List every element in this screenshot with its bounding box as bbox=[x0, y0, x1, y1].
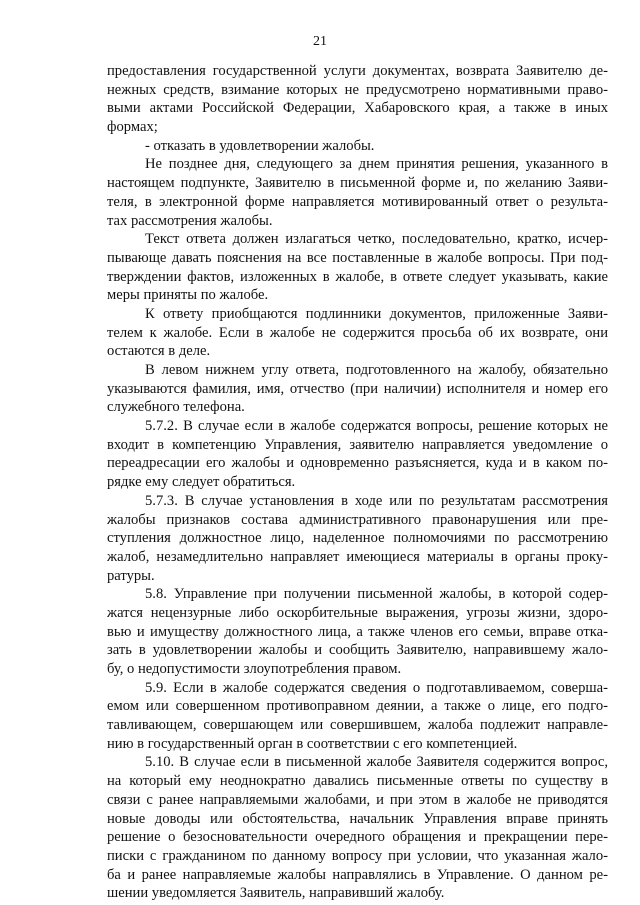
text-line: ступления должностное лицо, наделенное полномочиями по рассмотрению bbox=[107, 530, 608, 547]
text-line: 5.7.3. В случае установления в ходе или по результатам рассмотрения bbox=[145, 492, 608, 509]
text-line: телем к жалобе. Если в жалобе не содержится просьба об их возврате, они bbox=[107, 324, 608, 341]
text-line: емом или совершенном противоправном деянии, а также о лице, его подго- bbox=[107, 698, 608, 715]
text-line: настоящем подпункте, Заявителю в письменной форме и, по желанию Заяви- bbox=[107, 175, 608, 192]
text-line: меры приняты по жалобе. bbox=[107, 287, 269, 304]
text-line: пывающе давать пояснения на все поставленные в жалобе вопросы. При под- bbox=[107, 249, 608, 266]
text-line: на который ему неоднократно давались письменные ответы по существу в bbox=[107, 773, 608, 790]
text-line: новые доводы или обстоятельства, начальник Управления вправе принять bbox=[107, 810, 608, 827]
text-line: входит в компетенцию Управления, заявителю направляется уведомление о bbox=[107, 436, 608, 453]
text-line: шении уведомляется Заявитель, направивший жалобу. bbox=[107, 885, 445, 902]
text-line: зать в удовлетворении жалобы и сообщить Заявителю, направившему жало- bbox=[107, 642, 608, 659]
text-line: ба и ранее направляемые жалобы направлялись в Управление. О данном ре- bbox=[107, 866, 608, 883]
text-line: Не позднее дня, следующего за днем принятия решения, указанного в bbox=[145, 156, 608, 173]
text-line: 5.10. В случае если в письменной жалобе Заявителя содержится вопрос, bbox=[145, 754, 608, 771]
text-line: переадресации его жалобы и одновременно разъясняется, куда и в каком по- bbox=[107, 455, 608, 472]
text-line: теля, в электронной форме направляется мотивированный ответ о результа- bbox=[107, 193, 608, 210]
text-line: вью и имуществу должностного лица, а также членов его семьи, вправе отка- bbox=[107, 623, 608, 640]
text-line: В левом нижнем углу ответа, подготовленного на жалобу, обязательно bbox=[145, 362, 608, 378]
text-line: связи с ранее направляемыми жалобами, и при этом в жалобе не приводятся bbox=[107, 791, 608, 808]
text-line: жатся нецензурные либо оскорбительные выражения, угрозы жизни, здоро- bbox=[107, 604, 608, 621]
text-line: формах; bbox=[107, 119, 158, 136]
text-line: 5.9. Если в жалобе содержатся сведения о подготавливаемом, соверша- bbox=[145, 679, 608, 696]
page-number: 21 bbox=[313, 34, 327, 49]
text-line: К ответу приобщаются подлинники документов, приложенные Заяви- bbox=[145, 305, 608, 322]
document-body bbox=[107, 62, 608, 903]
text-line: бу, о недопустимости злоупотребления правом. bbox=[107, 661, 402, 677]
text-line: ратуры. bbox=[107, 567, 155, 584]
text-line: жалобы признаков состава административного правонарушения или пре- bbox=[107, 511, 608, 528]
text-line: Текст ответа должен излагаться четко, последовательно, кратко, исчер- bbox=[145, 231, 608, 248]
text-line: 5.7.2. В случае если в жалобе содержатся вопросы, решение которых не bbox=[145, 418, 608, 435]
text-line: жалоб, незамедлительно направляет имеющиеся материалы в органы проку- bbox=[107, 548, 608, 565]
text-line: выми актами Российской Федерации, Хабаровского края, а также в иных bbox=[107, 100, 608, 117]
text-line: предоставления государственной услуги документах, возврата Заявителю де- bbox=[107, 63, 608, 79]
text-line: писки с гражданином по данному вопросу при условии, что указанная жало- bbox=[107, 847, 608, 864]
text-line: служебного телефона. bbox=[107, 399, 245, 416]
text-line: тверждении фактов, изложенных в жалобе, в ответе следует указывать, какие bbox=[107, 268, 608, 285]
text-line: тах рассмотрения жалобы. bbox=[107, 212, 273, 229]
text-line: тавливающем, совершающем или совершившем, жалоба подлежит направле- bbox=[107, 717, 608, 734]
text-line: 5.8. Управление при получении письменной жалобы, в которой содер- bbox=[145, 586, 608, 603]
text-line: нежных средств, взимание которых не предусмотрено нормативными право- bbox=[107, 81, 608, 98]
text-line: остаются в деле. bbox=[107, 343, 211, 360]
text-line: решение о безосновательности очередного обращения и прекращении пере- bbox=[107, 829, 608, 846]
text-line: нию в государственный орган в соответствии с его компетенцией. bbox=[107, 735, 518, 752]
text-line: указываются фамилия, имя, отчество (при наличии) исполнителя и номер его bbox=[107, 380, 608, 397]
text-line: рядке ему следует обратиться. bbox=[107, 474, 296, 491]
text-line: - отказать в удовлетворении жалобы. bbox=[145, 137, 375, 154]
